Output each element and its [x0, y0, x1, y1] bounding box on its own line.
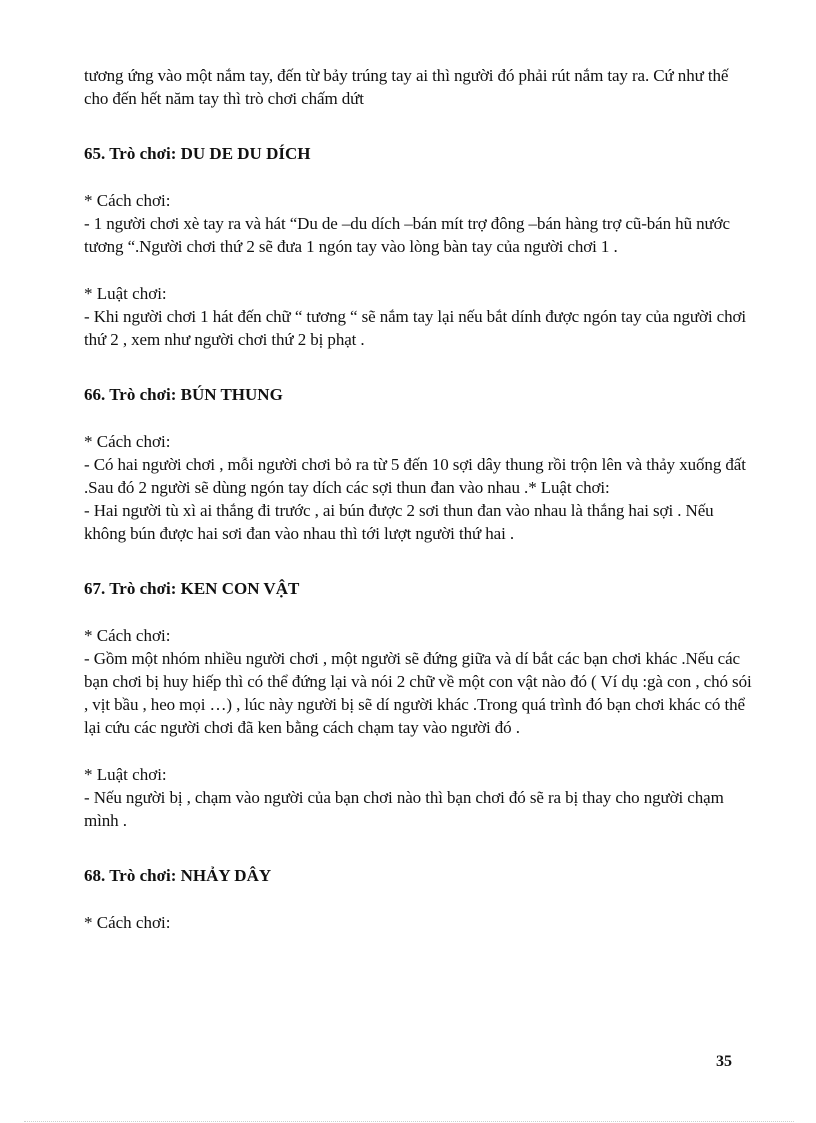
page-number: 35 — [716, 1053, 732, 1070]
block-text: - 1 người chơi xè tay ra và hát “Du de –du dích –bán mít trợ đông –bán hàng trợ cũ-bán hũ nước tương “.Người chơi thứ 2 sẽ đưa 1 ngón tay vào lòng bàn tay của người chơi 1 . — [84, 214, 730, 256]
section-heading: 67. Trò chơi: KEN CON VẬT — [84, 579, 300, 598]
section-heading: 65. Trò chơi: DU DE DU DÍCH — [84, 144, 311, 163]
intro-paragraph: tương ứng vào một nắm tay, đến từ bảy trúng tay ai thì người đó phải rút nắm tay ra. Cứ như thế cho đến hết năm tay thì trò chơi chấm dứt — [84, 66, 729, 108]
block-text: - Nếu người bị , chạm vào người của bạn chơi nào thì bạn chơi đó sẽ ra bị thay cho người chạm mình . — [84, 788, 724, 830]
block-label: * Cách chơi: — [84, 626, 171, 645]
block-label: * Luật chơi: — [84, 765, 167, 784]
block-text: - Gồm một nhóm nhiều người chơi , một người sẽ đứng giữa và dí bắt các bạn chơi khác .Nếu các bạn chơi bị huy hiếp thì có thể đứng lại và nói 2 chữ về một con vật nào đó ( Ví dụ :gà con , chó sói , vịt bầu , heo mọi …) , lúc này người bị sẽ dí người khác .Trong quá trình đó bạn chơi khác có thể lại cứu các người chơi đã ken bằng cách chạm tay vào người đó . — [84, 649, 752, 737]
section-67 — [84, 577, 754, 832]
block-label: * Cách chơi: — [84, 913, 171, 932]
block-text: - Khi người chơi 1 hát đến chữ “ tương “ sẽ nắm tay lại nếu bắt dính được ngón tay của người chơi thứ 2 , xem như người chơi thứ 2 bị phạt . — [84, 307, 747, 349]
document-body — [84, 64, 754, 934]
section-66 — [84, 383, 754, 545]
block-label: * Luật chơi: — [84, 284, 167, 303]
section-heading: 66. Trò chơi: BÚN THUNG — [84, 385, 283, 404]
section-68 — [84, 864, 754, 934]
block-text: - Hai người tù xì ai thắng đi trước , ai bún được 2 sơi thun đan vào nhau là thắng hai sợi . Nếu không bún được hai sơi đan vào nhau thì tới lượt người thứ hai . — [84, 501, 714, 543]
section-65 — [84, 142, 754, 351]
page-bottom-divider — [24, 1121, 794, 1122]
block-label: * Cách chơi: — [84, 191, 171, 210]
block-text: - Có hai người chơi , mỗi người chơi bỏ ra từ 5 đến 10 sợi dây thung rồi trộn lên và thảy xuống đất .Sau đó 2 người sẽ dùng ngón tay dích các sợi thun đan vào nhau .* Luật chơi: — [84, 455, 746, 497]
block-label: * Cách chơi: — [84, 432, 171, 451]
section-heading: 68. Trò chơi: NHẢY DÂY — [84, 866, 272, 885]
